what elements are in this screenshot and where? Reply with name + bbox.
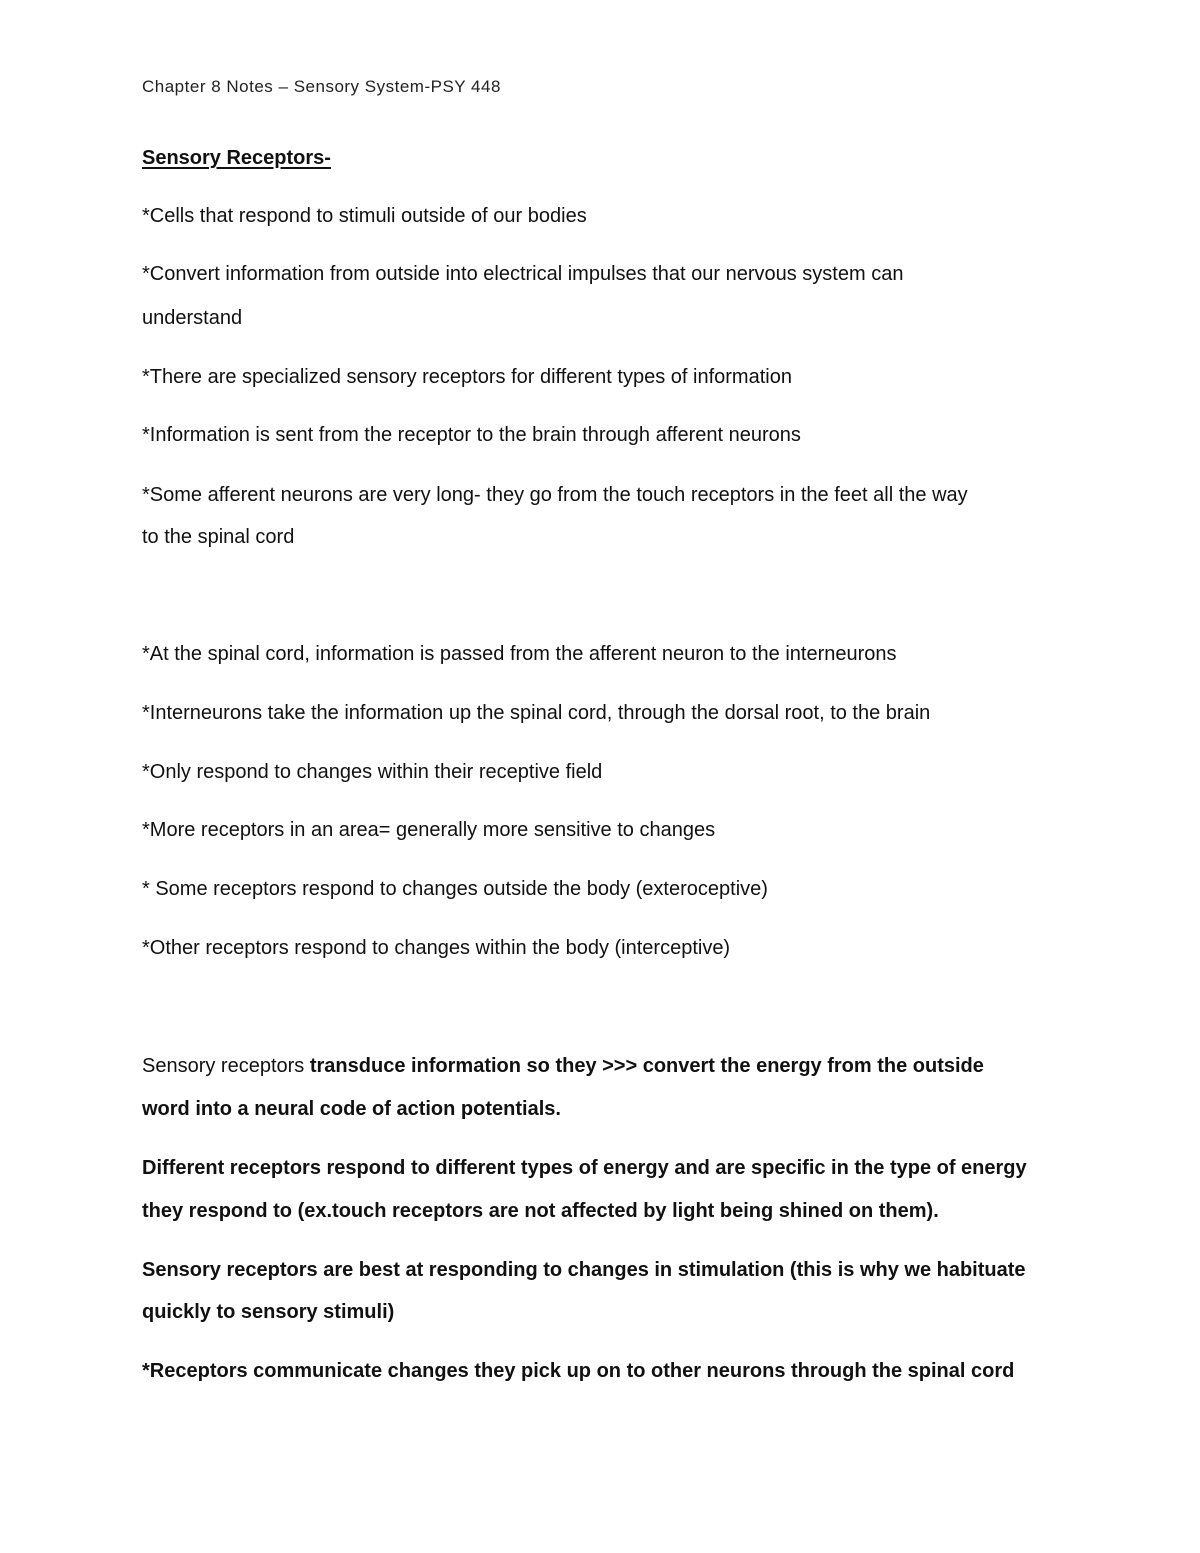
note-line: *Interneurons take the information up the spinal cord, through the dorsal root, to the brain	[142, 702, 931, 724]
transduce-line	[142, 1054, 1062, 1078]
note-line: *More receptors in an area= generally more sensitive to changes	[142, 819, 716, 841]
bold-note-line: Different receptors respond to different types of energy and are specific in the type of energy	[142, 1157, 1027, 1179]
note-line: *Convert information from outside into electrical impulses that our nervous system can	[142, 263, 904, 285]
bold-note-line: quickly to sensory stimuli)	[142, 1301, 395, 1323]
note-line: to the spinal cord	[142, 526, 295, 548]
note-line: understand	[142, 307, 243, 329]
note-line: *Information is sent from the receptor to the brain through afferent neurons	[142, 424, 801, 446]
note-line: * Some receptors respond to changes outside the body (exteroceptive)	[142, 878, 768, 900]
transduce-bold: transduce information so they >>> convert the energy from the outside	[309, 1055, 984, 1077]
transduce-line-2: word into a neural code of action potentials.	[142, 1098, 561, 1120]
note-line: *At the spinal cord, information is passed from the afferent neuron to the interneurons	[142, 643, 897, 665]
note-line: *Only respond to changes within their receptive field	[142, 761, 603, 783]
section-heading: Sensory Receptors-	[142, 147, 331, 169]
note-line: *Cells that respond to stimuli outside of our bodies	[142, 205, 587, 227]
page-header: Chapter 8 Notes – Sensory System-PSY 448	[142, 77, 501, 96]
bold-note-line: *Receptors communicate changes they pick up on to other neurons through the spinal cord	[142, 1360, 1015, 1382]
bold-note-line: they respond to (ex.touch receptors are not affected by light being shined on them).	[142, 1200, 939, 1222]
note-line: *There are specialized sensory receptors for different types of information	[142, 366, 792, 388]
note-line: *Other receptors respond to changes within the body (interceptive)	[142, 937, 731, 959]
bold-note-line: Sensory receptors are best at responding to changes in stimulation (this is why we habituate	[142, 1259, 1026, 1281]
transduce-plain: Sensory receptors	[142, 1055, 310, 1077]
note-line: *Some afferent neurons are very long- they go from the touch receptors in the feet all the way	[142, 484, 968, 506]
